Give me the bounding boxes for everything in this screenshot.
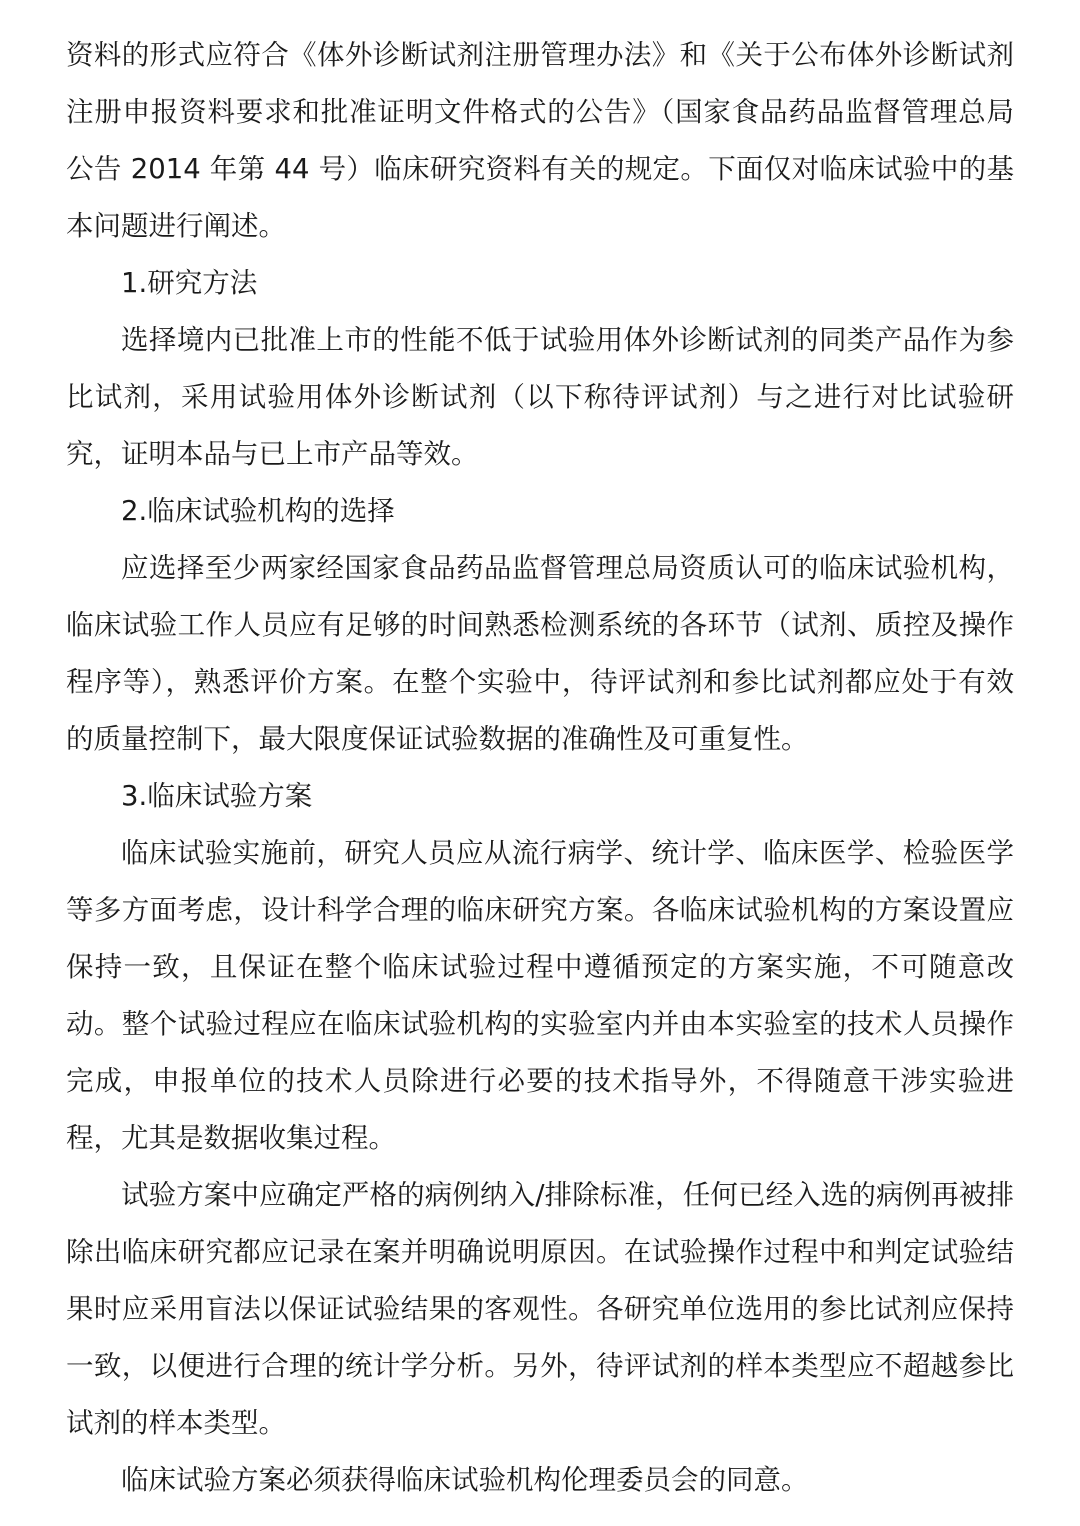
section-heading-research-method: 1.研究方法 bbox=[121, 267, 258, 299]
ethics-approval-paragraph: 临床试验方案必须获得临床试验机构伦理委员会的同意。 bbox=[121, 1464, 809, 1496]
institution-selection-paragraph: 应选择至少两家经国家食品药品监督管理总局资质认可的临床试验机构，临床试验工作人员应有足够的时间熟悉检测系统的各环节（试剂、质控及操作程序等），熟悉评价方案。在整个实验中，待评试剂和参比试剂都应处于有效的质量控制下，最大限度保证试验数据的准确性及可重复性。 bbox=[66, 552, 1014, 755]
trial-protocol-paragraph-1: 临床试验实施前，研究人员应从流行病学、统计学、临床医学、检验医学等多方面考虑，设计科学合理的临床研究方案。各临床试验机构的方案设置应保持一致，且保证在整个临床试验过程中遵循预定的方案实施，不可随意改动。整个试验过程应在临床试验机构的实验室内并由本实验室的技术人员操作完成，申报单位的技术人员除进行必要的技术指导外，不得随意干涉实验进程，尤其是数据收集过程。 bbox=[66, 837, 1014, 1154]
section-heading-institution-selection: 2.临床试验机构的选择 bbox=[121, 495, 395, 527]
section-heading-trial-protocol: 3.临床试验方案 bbox=[121, 780, 313, 812]
intro-paragraph: 资料的形式应符合《体外诊断试剂注册管理办法》和《关于公布体外诊断试剂注册申报资料要求和批准证明文件格式的公告》（国家食品药品监督管理总局公告 2014 年第 44 号）临床研究资料有关的规定。下面仅对临床试验中的基本问题进行阐述。 bbox=[66, 39, 1014, 242]
trial-protocol-paragraph-2: 试验方案中应确定严格的病例纳入/排除标准，任何已经入选的病例再被排除出临床研究都应记录在案并明确说明原因。在试验操作过程中和判定试验结果时应采用盲法以保证试验结果的客观性。各研究单位选用的参比试剂应保持一致，以便进行合理的统计学分析。另外，待评试剂的样本类型应不超越参比试剂的样本类型。 bbox=[66, 1179, 1014, 1439]
research-method-paragraph: 选择境内已批准上市的性能不低于试验用体外诊断试剂的同类产品作为参比试剂，采用试验用体外诊断试剂（以下称待评试剂）与之进行对比试验研究，证明本品与已上市产品等效。 bbox=[66, 324, 1014, 470]
